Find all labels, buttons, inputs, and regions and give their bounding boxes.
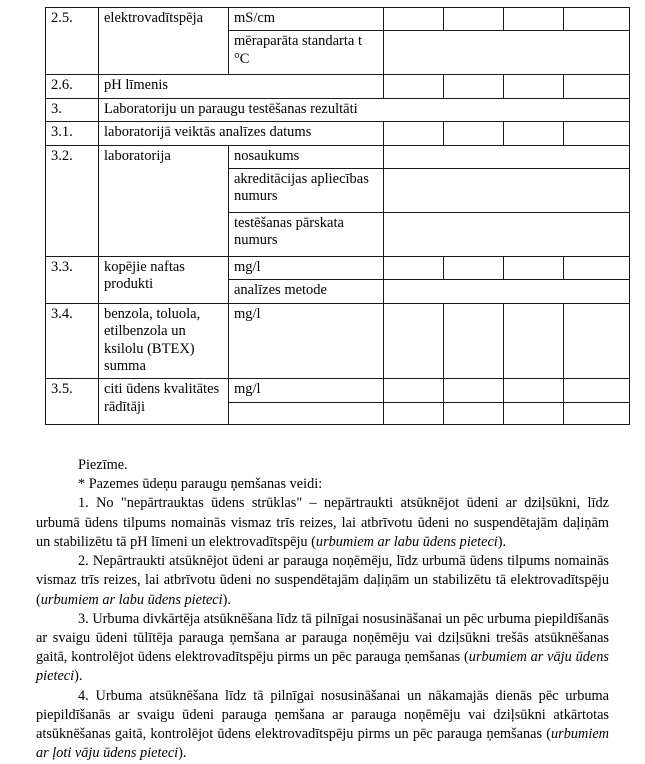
row-param-cell: mg/l <box>229 379 384 402</box>
value-cell[interactable] <box>564 75 630 98</box>
value-cell[interactable] <box>504 379 564 402</box>
value-cell[interactable] <box>444 122 504 145</box>
row-name-cell: laboratorijā veiktās analīzes datums <box>99 122 384 145</box>
row-name-cell: benzola, toluola, etilbenzola un ksilolu (BTEX) summa <box>99 303 229 379</box>
row-name-cell: elektrovadītspēja <box>99 8 229 75</box>
row-number-cell: 3.4. <box>46 303 99 379</box>
note-item-4-italic: urbumiem ar ļoti vāju ūdens pieteci <box>36 726 609 762</box>
value-cell[interactable] <box>504 256 564 279</box>
note-item-4-tail: ). <box>178 745 187 762</box>
value-cell[interactable] <box>384 402 444 424</box>
row-param-cell: testēšanas pārskata numurs <box>229 212 384 256</box>
row-param-cell: analīzes metode <box>229 280 384 303</box>
table-body <box>46 8 630 425</box>
table-row <box>46 75 630 98</box>
row-param-cell: mS/cm <box>229 8 384 31</box>
value-cell[interactable] <box>564 122 630 145</box>
value-cell[interactable] <box>504 402 564 424</box>
note-item-4 <box>36 687 609 764</box>
row-name-cell: laboratorija <box>99 145 229 256</box>
value-cell[interactable] <box>504 75 564 98</box>
table-row <box>46 303 630 379</box>
note-item-4-text: 4. Urbuma atsūknēšana līdz tā pilnīgai nosusināšanai un nākamajās dienās pēc urbuma piepildīšanās ar svaigu ūdeni parauga ņemšana ar parauga noņēmēju vai dziļsūkni atkārtotas atsūknēšanas gaitā, kontrolējot ūdens elektrovadītspēju pirms un pēc parauga ņemšanas ( <box>36 687 609 743</box>
value-cell-merged[interactable] <box>384 31 630 75</box>
value-cell[interactable] <box>444 379 504 402</box>
value-cell[interactable] <box>444 8 504 31</box>
section-title-cell: Laboratoriju un paraugu testēšanas rezultāti <box>99 98 630 121</box>
row-name-cell: citi ūdens kvalitātes rādītāji <box>99 379 229 424</box>
row-param-cell: mg/l <box>229 256 384 279</box>
value-cell[interactable] <box>384 75 444 98</box>
row-name-cell: pH līmenis <box>99 75 384 98</box>
note-item-3-italic: urbumiem ar vāju ūdens pieteci <box>36 649 609 685</box>
note-item-1 <box>36 494 609 552</box>
row-param-cell <box>229 402 384 424</box>
row-param-cell: akreditācijas apliecības numurs <box>229 168 384 212</box>
row-number-cell: 3. <box>46 98 99 121</box>
value-cell[interactable] <box>504 122 564 145</box>
note-item-2-tail: ). <box>222 591 231 608</box>
row-number-cell: 3.2. <box>46 145 99 256</box>
note-item-3 <box>36 610 609 687</box>
value-cell-merged[interactable] <box>384 280 630 303</box>
form-table-container <box>45 7 615 425</box>
note-item-2 <box>36 552 609 610</box>
note-item-2-text: 2. Nepārtraukti atsūknējot ūdeni ar parauga noņēmēju, līdz urbumā ūdens tilpums nomainās vismaz trīs reizes, lai atbrīvotu ūdeni no suspendētajām daļiņām un stabilizētu tā elektrovadītspēju ( <box>36 553 609 608</box>
value-cell[interactable] <box>564 303 630 379</box>
note-item-1-italic: urbumiem ar labu ūdens pieteci <box>315 533 498 550</box>
table-row <box>46 256 630 279</box>
row-number-cell: 2.6. <box>46 75 99 98</box>
table-row <box>46 122 630 145</box>
value-cell[interactable] <box>504 8 564 31</box>
value-cell[interactable] <box>564 402 630 424</box>
row-number-cell: 3.1. <box>46 122 99 145</box>
table-row-section-header <box>46 98 630 121</box>
value-cell[interactable] <box>384 379 444 402</box>
value-cell[interactable] <box>444 256 504 279</box>
row-number-cell: 3.3. <box>46 256 99 303</box>
note-item-2-italic: urbumiem ar labu ūdens pieteci <box>40 591 223 608</box>
notes-asterisk-line: * Pazemes ūdeņu paraugu ņemšanas veidi: <box>78 476 323 493</box>
value-cell[interactable] <box>384 303 444 379</box>
row-param-cell: nosaukums <box>229 145 384 168</box>
value-cell-merged[interactable] <box>384 212 630 256</box>
value-cell-merged[interactable] <box>384 145 630 168</box>
note-item-1-text: 1. No "nepārtrauktas ūdens strūklas" – nepārtraukti atsūknējot ūdeni ar dziļsūkni, līdz urbumā ūdens tilpums nomainās vismaz trīs reizes, lai atbrīvotu ūdeni no suspendētajām daļiņām un stabilizētu tā pH līmeni un elektrovadītspēju ( <box>36 495 609 550</box>
value-cell-merged[interactable] <box>384 168 630 212</box>
value-cell[interactable] <box>504 303 564 379</box>
value-cell[interactable] <box>384 8 444 31</box>
row-param-cell: mēraparāta standarta t °C <box>229 31 384 75</box>
value-cell[interactable] <box>564 8 630 31</box>
value-cell[interactable] <box>384 256 444 279</box>
value-cell[interactable] <box>564 256 630 279</box>
groundwater-sampling-table <box>45 7 630 425</box>
notes-section <box>36 456 609 764</box>
value-cell[interactable] <box>444 402 504 424</box>
row-param-cell: mg/l <box>229 303 384 379</box>
note-item-1-tail: ). <box>497 533 507 550</box>
row-name-cell: kopējie naftas produkti <box>99 256 229 303</box>
notes-heading: Piezīme. <box>78 457 128 473</box>
value-cell[interactable] <box>384 122 444 145</box>
value-cell[interactable] <box>444 75 504 98</box>
table-row <box>46 8 630 31</box>
value-cell[interactable] <box>564 379 630 402</box>
table-row <box>46 145 630 168</box>
table-row <box>46 379 630 402</box>
row-number-cell: 3.5. <box>46 379 99 424</box>
row-number-cell: 2.5. <box>46 8 99 75</box>
note-item-3-text: 3. Urbuma divkārtēja atsūknēšana līdz tā pilnīgai nosusināšanai un pēc urbuma piepildīšanās ar svaigu ūdeni tūlītēja parauga ņemšana ar parauga noņēmēju vai dziļsūkni trešās atsūknēšanas gaitā, kontrolējot ūdens elektrovadītspēju pirms un pēc parauga ņemšanas ( <box>36 610 609 666</box>
note-item-3-tail: ). <box>74 668 83 685</box>
value-cell[interactable] <box>444 303 504 379</box>
